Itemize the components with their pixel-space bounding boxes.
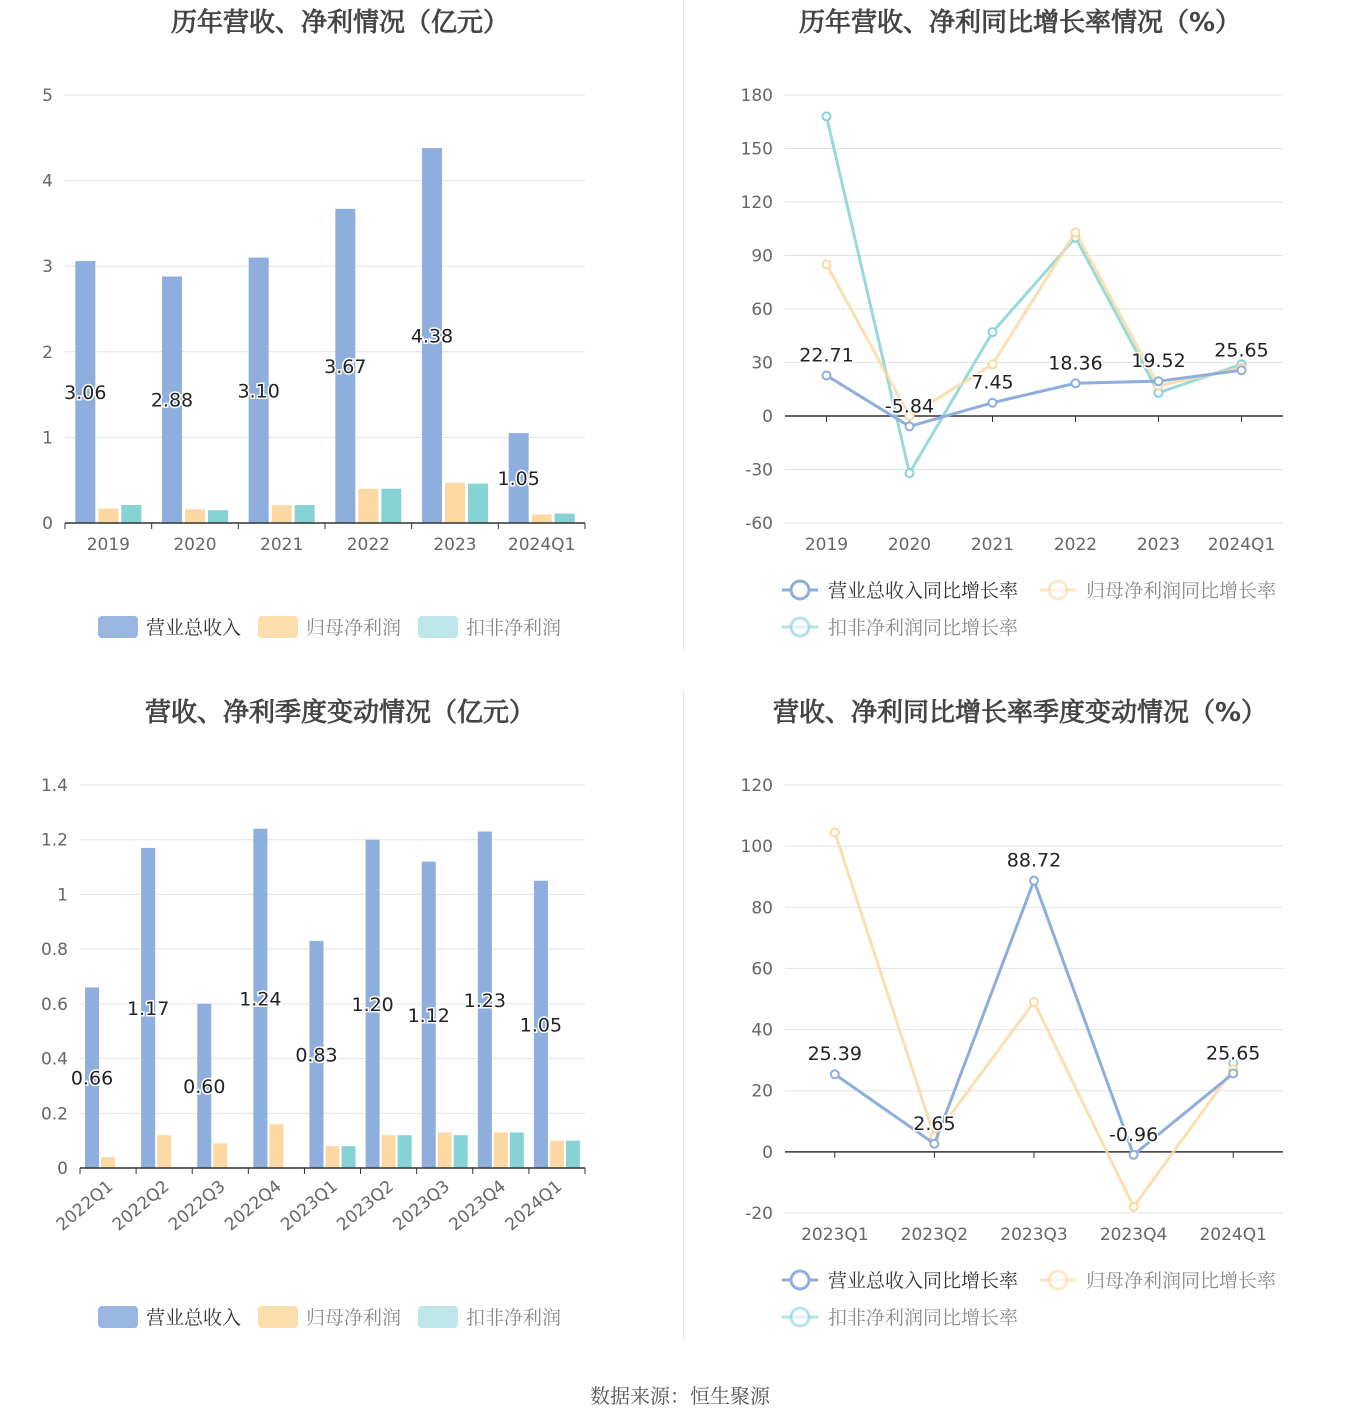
y-tick-label: 90 — [751, 246, 773, 267]
data-label: 88.72 — [1006, 849, 1062, 872]
chart-title: 营收、净利同比增长率季度变动情况（%） — [772, 698, 1268, 728]
y-tick-label: 3 — [42, 257, 53, 278]
legend-label: 扣非净利润 — [466, 1307, 562, 1329]
line-point — [823, 260, 831, 268]
legend-swatch — [418, 616, 458, 638]
bar-netprofit — [550, 1141, 564, 1168]
legend-label: 营业总收入同比增长率 — [828, 1270, 1019, 1292]
y-tick-label: 0 — [42, 514, 53, 534]
y-tick-label: 0.6 — [40, 994, 68, 1015]
data-label: 3.10 — [237, 380, 280, 403]
line-point — [930, 1140, 938, 1148]
data-label: -5.84 — [884, 395, 935, 418]
data-label: 3.06 — [64, 382, 107, 405]
x-tick-label: 2023Q2 — [333, 1176, 398, 1236]
y-tick-label: 120 — [740, 776, 773, 796]
y-tick-label: -30 — [745, 460, 773, 481]
y-tick-label: 1 — [57, 885, 68, 906]
x-tick-label: 2022 — [346, 535, 390, 555]
y-tick-label: 30 — [751, 353, 773, 374]
legend-label: 归母净利润 — [306, 617, 402, 639]
line-point — [989, 360, 997, 368]
y-tick-label: 40 — [751, 1020, 773, 1041]
y-tick-label: 0.8 — [40, 940, 68, 961]
x-tick-label: 2019 — [804, 535, 849, 555]
bar-deducted — [398, 1135, 412, 1168]
y-tick-label: 0.4 — [40, 1049, 68, 1070]
line-point — [1238, 366, 1246, 374]
chart-title: 历年营收、净利情况（亿元） — [170, 8, 509, 38]
legend-swatch — [258, 1306, 298, 1328]
bar-deducted — [566, 1141, 580, 1168]
data-label: 0.66 — [70, 1067, 114, 1090]
data-label: 22.71 — [799, 344, 854, 367]
y-tick-label: 0 — [762, 1142, 773, 1163]
y-tick-label: 1 — [42, 428, 53, 449]
bar-deducted — [121, 505, 141, 523]
data-label: 4.38 — [410, 325, 454, 348]
y-tick-label: 120 — [740, 193, 773, 213]
bar-deducted — [208, 510, 228, 523]
x-tick-label: 2023Q3 — [1000, 1225, 1068, 1245]
x-tick-label: 2022Q4 — [221, 1176, 286, 1236]
x-tick-label: 2022Q3 — [164, 1176, 230, 1236]
line-point — [1130, 1151, 1138, 1159]
x-tick-label: 2023 — [1136, 535, 1181, 555]
chart-title: 历年营收、净利同比增长率情况（%） — [798, 8, 1242, 38]
legend-label: 归母净利润同比增长率 — [1086, 580, 1277, 602]
y-tick-label: 0.2 — [40, 1104, 68, 1125]
x-tick-label: 2023Q1 — [277, 1176, 342, 1236]
data-label: -0.96 — [1109, 1123, 1159, 1146]
legend-swatch — [418, 1306, 458, 1328]
x-tick-label: 2023Q2 — [900, 1225, 969, 1245]
x-tick-label: 2020 — [887, 535, 932, 555]
x-tick-label: 2023Q4 — [1099, 1225, 1168, 1245]
x-tick-label: 2024Q1 — [1207, 535, 1276, 555]
bar-netprofit — [269, 1124, 283, 1168]
line-point — [823, 372, 831, 380]
quarterly-revenue-profit-chart — [0, 690, 680, 1370]
y-tick-label: 60 — [751, 959, 773, 980]
y-tick-label: 1.4 — [40, 776, 68, 796]
x-tick-label: 2024Q1 — [501, 1176, 567, 1236]
bar-deducted — [381, 489, 401, 523]
data-label: 1.12 — [407, 1004, 450, 1027]
line-point — [1030, 877, 1038, 885]
x-tick-label: 2020 — [173, 535, 217, 555]
legend-label: 扣非净利润 — [466, 617, 562, 639]
bar-deducted — [555, 514, 575, 523]
line-point — [1072, 228, 1080, 236]
legend-marker — [791, 1271, 809, 1289]
legend-label: 扣非净利润同比增长率 — [828, 617, 1019, 639]
annual-growth-chart — [680, 0, 1360, 680]
line-point — [1072, 379, 1080, 387]
y-tick-label: 4 — [42, 171, 53, 192]
bar-netprofit — [438, 1132, 452, 1168]
bar-netprofit — [101, 1157, 115, 1168]
bar-deducted — [342, 1146, 356, 1168]
chart-title: 营收、净利季度变动情况（亿元） — [144, 698, 535, 728]
y-tick-label: -20 — [745, 1204, 773, 1224]
y-tick-label: 5 — [42, 86, 53, 106]
data-source-note: 数据来源：恒生聚源 — [590, 1384, 770, 1408]
x-tick-label: 2021 — [970, 535, 1015, 555]
data-label: 0.60 — [183, 1075, 226, 1098]
bar-netprofit — [157, 1135, 171, 1168]
y-tick-label: 20 — [751, 1081, 773, 1102]
bar-netprofit — [326, 1146, 340, 1168]
legend-label: 营业总收入同比增长率 — [828, 580, 1019, 602]
x-tick-label: 2024Q1 — [1199, 1225, 1267, 1245]
annual-revenue-profit-chart — [0, 0, 680, 680]
legend-label: 营业总收入 — [146, 617, 242, 639]
y-tick-label: 60 — [751, 300, 773, 320]
y-tick-label: 80 — [751, 898, 773, 919]
x-tick-label: 2023Q4 — [445, 1176, 511, 1236]
bar-deducted — [295, 505, 315, 523]
x-tick-label: 2019 — [86, 535, 130, 555]
line-point — [831, 1070, 839, 1078]
bar-deducted — [510, 1132, 524, 1168]
data-label: 2.65 — [913, 1112, 956, 1135]
legend-label: 扣非净利润同比增长率 — [828, 1307, 1019, 1329]
bar-netprofit — [358, 489, 378, 523]
y-tick-label: 0 — [57, 1159, 68, 1179]
legend-label: 归母净利润 — [306, 1307, 402, 1329]
data-label: 25.65 — [1205, 1042, 1261, 1065]
annual-revenue-profit-panel — [0, 0, 680, 680]
x-tick-label: 2022Q2 — [108, 1176, 174, 1236]
legend-marker — [1049, 1271, 1067, 1289]
line-point — [823, 112, 831, 120]
x-tick-label: 2023 — [433, 535, 477, 555]
data-label: 2.88 — [150, 389, 194, 412]
bar-netprofit — [272, 505, 292, 523]
legend-label: 营业总收入 — [146, 1307, 242, 1329]
legend-marker — [791, 618, 809, 636]
x-tick-label: 2021 — [260, 535, 304, 555]
y-tick-label: -60 — [745, 514, 773, 534]
bar-netprofit — [445, 483, 465, 523]
line-point — [1030, 998, 1038, 1006]
data-label: 1.20 — [351, 993, 394, 1016]
y-tick-label: 150 — [740, 139, 773, 160]
legend-swatch — [98, 616, 138, 638]
legend-marker — [1049, 581, 1067, 599]
x-tick-label: 2022Q1 — [52, 1176, 118, 1236]
line-point — [906, 469, 914, 477]
bar-netprofit — [532, 514, 552, 523]
data-label: 1.05 — [519, 1014, 563, 1037]
data-label: 7.45 — [971, 371, 1014, 394]
data-label: 25.39 — [807, 1043, 863, 1066]
quarterly-growth-panel — [680, 690, 1360, 1370]
legend-swatch — [98, 1306, 138, 1328]
data-label: 1.23 — [463, 989, 506, 1012]
data-label: 0.83 — [295, 1044, 338, 1067]
bar-deducted — [468, 484, 488, 523]
line-point — [989, 399, 997, 407]
bar-netprofit — [98, 508, 118, 523]
y-tick-label: 2 — [42, 342, 53, 363]
line-point — [831, 828, 839, 836]
bar-netprofit — [382, 1135, 396, 1168]
bar-deducted — [454, 1135, 468, 1168]
y-tick-label: 0 — [762, 407, 773, 427]
legend-marker — [791, 1308, 809, 1326]
legend-label: 归母净利润同比增长率 — [1086, 1270, 1277, 1292]
bar-netprofit — [213, 1143, 227, 1168]
data-label: 1.24 — [239, 988, 282, 1011]
legend-swatch — [258, 616, 298, 638]
line-point — [1229, 1069, 1237, 1077]
x-tick-label: 2024Q1 — [507, 535, 576, 555]
y-tick-label: 180 — [740, 86, 773, 106]
x-tick-label: 2022 — [1053, 535, 1098, 555]
data-label: 18.36 — [1048, 352, 1103, 375]
legend-marker — [791, 581, 809, 599]
line-netprofit-growth — [835, 832, 1233, 1207]
data-label: 25.65 — [1214, 339, 1269, 362]
line-point — [989, 328, 997, 336]
line-point — [1155, 377, 1163, 385]
data-label: 1.05 — [497, 468, 540, 491]
x-tick-label: 2023Q1 — [801, 1225, 869, 1245]
line-deducted-growth — [827, 116, 1242, 473]
y-tick-label: 1.2 — [40, 830, 68, 851]
y-tick-label: 100 — [740, 837, 773, 858]
quarterly-growth-chart — [680, 690, 1360, 1370]
annual-growth-panel — [680, 0, 1360, 680]
x-tick-label: 2023Q3 — [389, 1176, 454, 1236]
line-point — [1130, 1203, 1138, 1211]
quarterly-revenue-profit-panel — [0, 690, 680, 1370]
data-label: 3.67 — [324, 355, 367, 378]
bar-netprofit — [494, 1132, 508, 1168]
bar-netprofit — [185, 509, 205, 523]
data-label: 19.52 — [1131, 350, 1186, 373]
line-point — [906, 422, 914, 430]
data-label: 1.17 — [127, 997, 170, 1020]
